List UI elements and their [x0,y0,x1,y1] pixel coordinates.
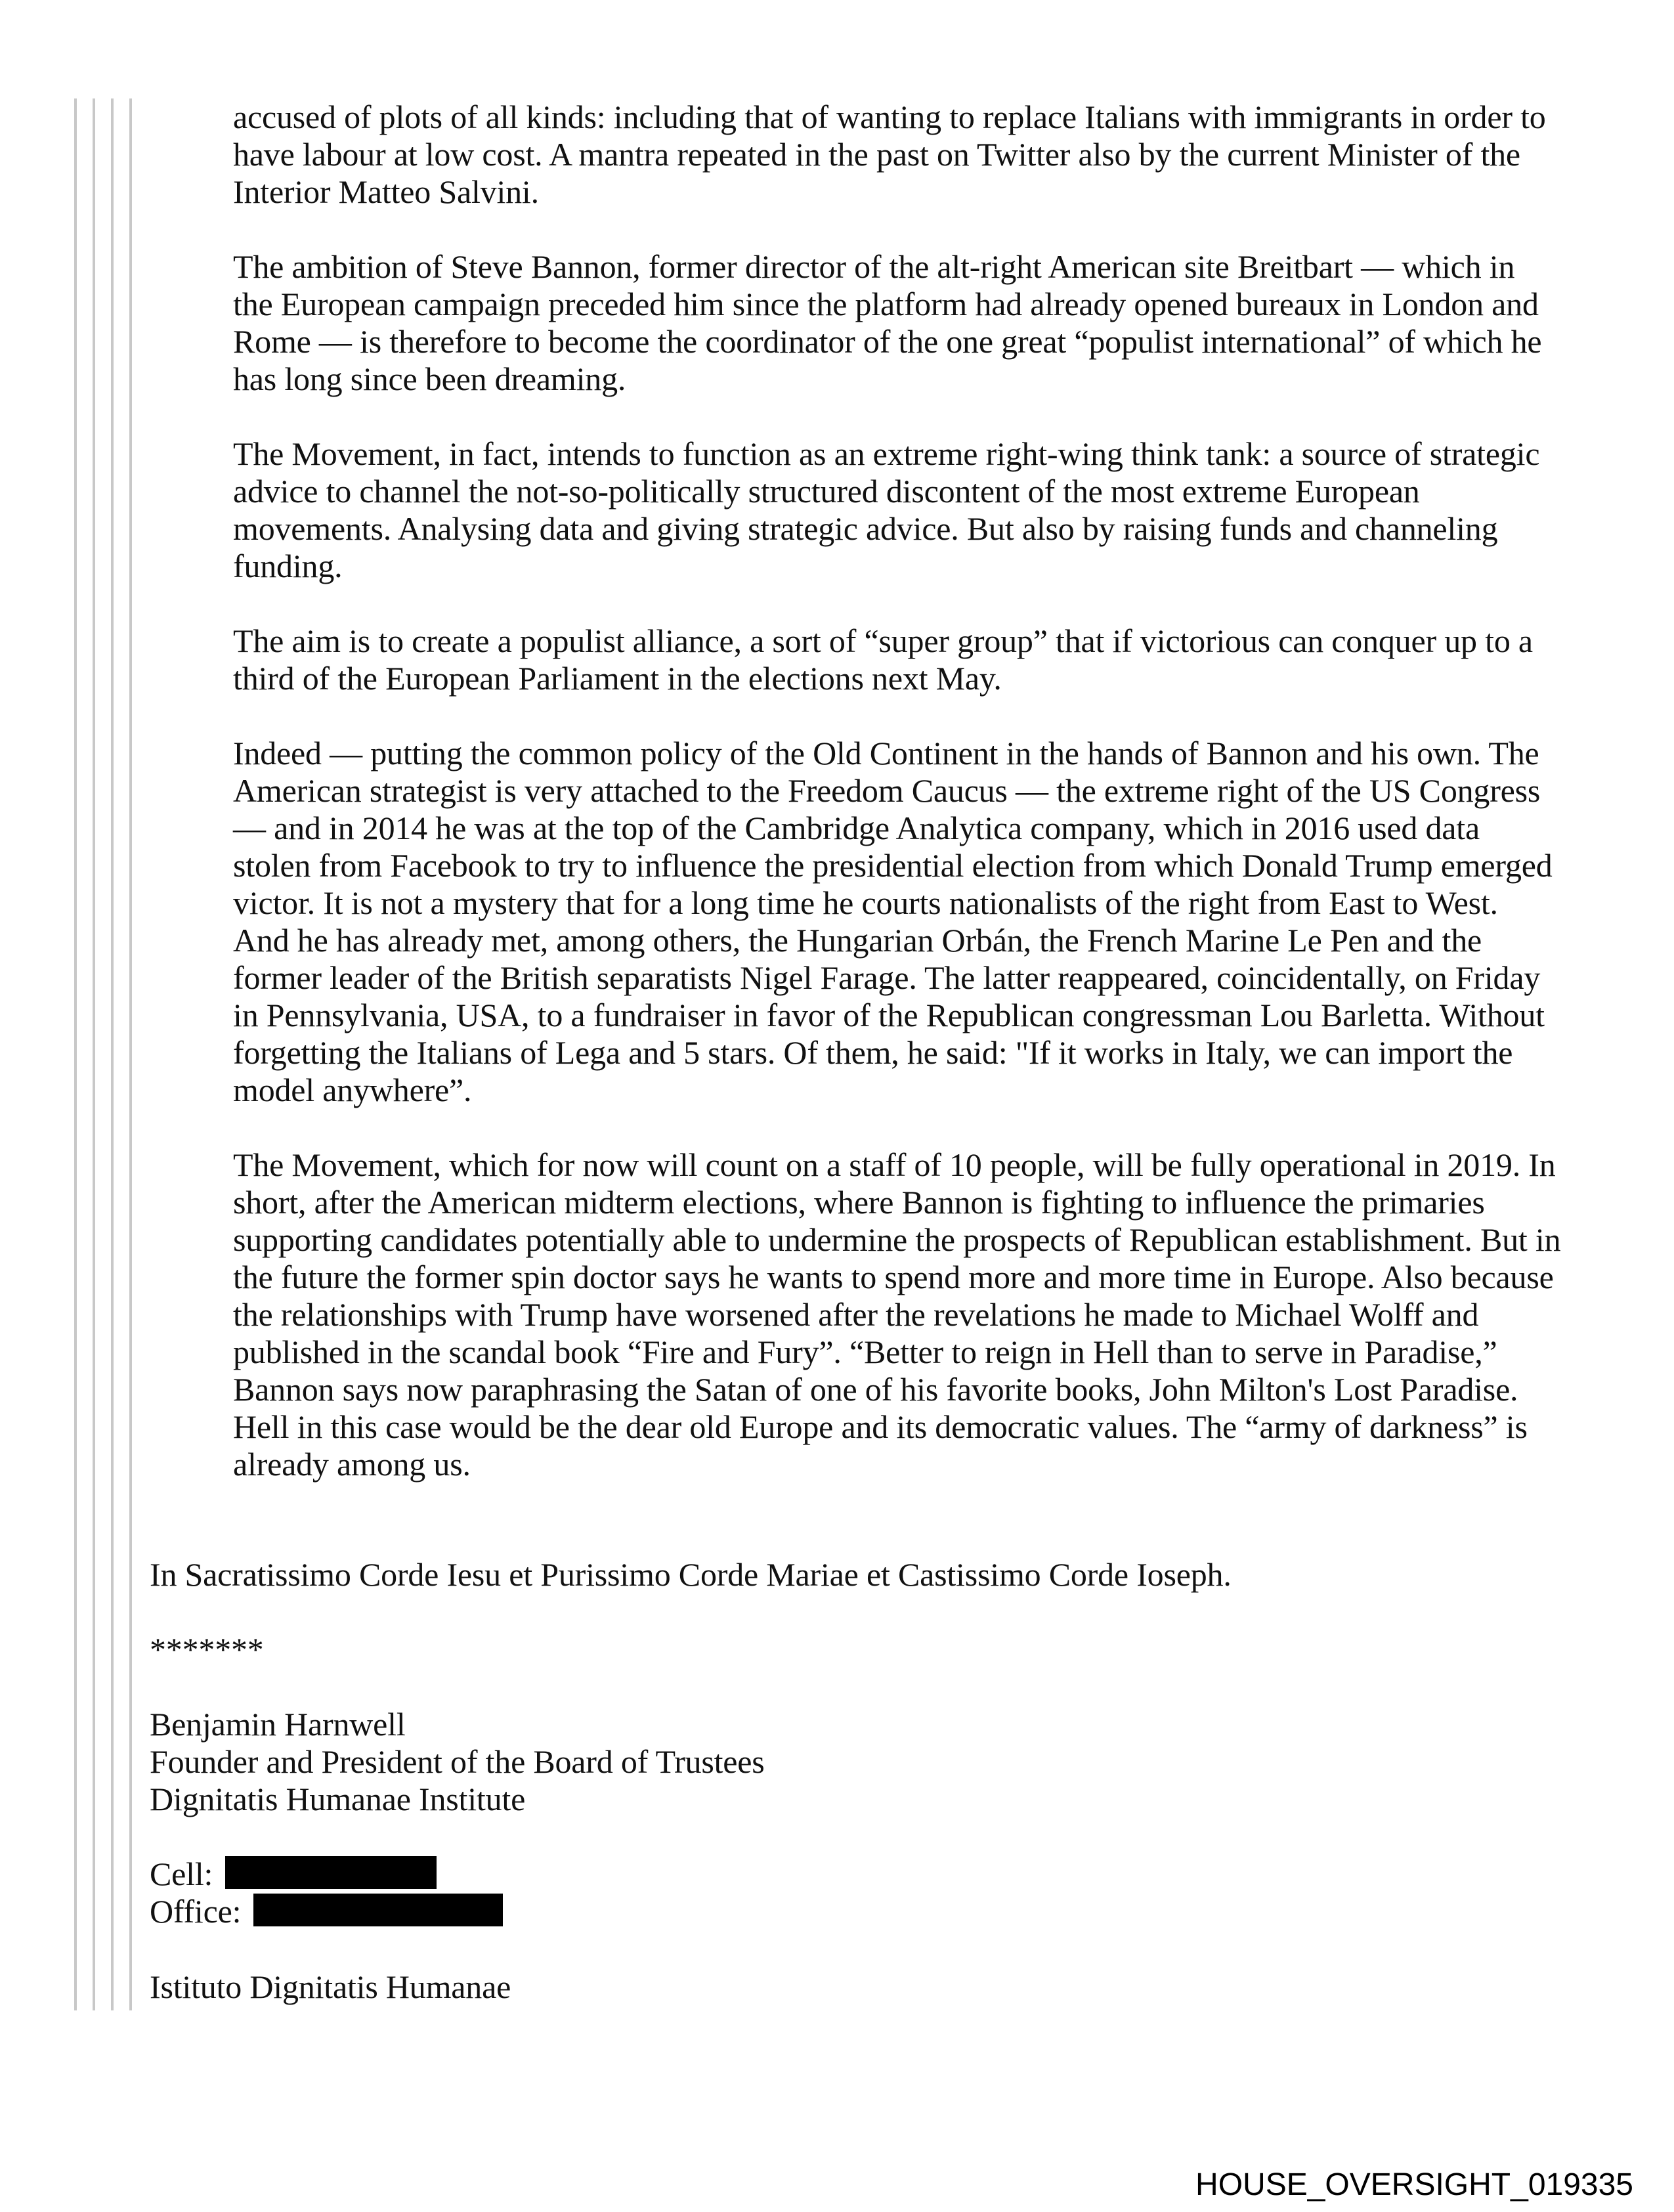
paragraph [233,248,1579,398]
text-line: Hell in this case would be the dear old Europe and its democratic values. The “army of darkness” is [233,1408,1528,1445]
cell-row [150,1855,1463,1893]
text-line: advice to channel the not-so-politically structured discontent of the most extreme European [233,473,1420,510]
quote-bar [111,98,114,2010]
text-line: the future the former spin doctor says he wants to spend more and more time in Europe. Also because [233,1259,1554,1295]
redaction-box [225,1856,437,1889]
sender-name: Benjamin Harnwell [150,1706,406,1743]
text-line: model anywhere”. [233,1072,472,1108]
separator-text: ******* [150,1631,264,1668]
paragraph [233,1146,1579,1483]
organization-italian [150,1968,1463,2006]
sender-title: Founder and President of the Board of Trustees [150,1743,765,1780]
text-line: in Pennsylvania, USA, to a fundraiser in favor of the Republican congressman Lou Barletta. Without [233,997,1545,1033]
text-line: The ambition of Steve Bannon, former director of the alt-right American site Breitbart — which in [233,248,1515,285]
text-line: And he has already met, among others, the Hungarian Orbán, the French Marine Le Pen and the [233,922,1482,959]
text-line: The Movement, which for now will count on a staff of 10 people, will be fully operational in 2019. In [233,1146,1556,1183]
quoted-article [233,98,1579,1521]
quote-bar [74,98,77,2010]
cell-label: Cell: [150,1855,213,1892]
text-line: American strategist is very attached to the Freedom Caucus — the extreme right of the US Congress [233,772,1541,809]
bates-number: HOUSE_OVERSIGHT_019335 [1195,2167,1633,2202]
office-label: Office: [150,1893,242,1930]
text-line: victor. It is not a mystery that for a long time he courts nationalists of the right from East to West. [233,884,1498,921]
closing-blessing [150,1556,1463,1594]
office-row [150,1893,1463,1930]
closing-text: In Sacratissimo Corde Iesu et Purissimo Corde Mariae et Castissimo Corde Ioseph. [150,1556,1232,1593]
text-line: funding. [233,548,343,584]
text-line: — and in 2014 he was at the top of the Cambridge Analytica company, which in 2016 used data [233,810,1480,846]
text-line: former leader of the British separatists Nigel Farage. The latter reappeared, coincidentally, on Friday [233,959,1541,996]
text-line: movements. Analysing data and giving strategic advice. But also by raising funds and channeling [233,510,1498,547]
text-line: supporting candidates potentially able to undermine the prospects of Republican establishment. But in [233,1221,1561,1258]
paragraph [233,622,1579,697]
signature-block [150,1706,1463,1818]
quote-bar [129,98,132,2010]
text-line: Interior Matteo Salvini. [233,173,539,210]
paragraph [233,735,1579,1109]
text-line: stolen from Facebook to try to influence the presidential election from which Donald Trump emerged [233,847,1553,884]
redaction-box [253,1894,503,1926]
text-line: Bannon says now paraphrasing the Satan of one of his favorite books, John Milton's Lost Paradise. [233,1371,1518,1408]
text-line: third of the European Parliament in the elections next May. [233,660,1002,697]
text-line: Indeed — putting the common policy of the Old Continent in the hands of Bannon and his own. The [233,735,1539,771]
organization-italian-text: Istituto Dignitatis Humanae [150,1968,511,2005]
paragraph [233,98,1579,211]
text-line: accused of plots of all kinds: including that of wanting to replace Italians with immigrants in order to [233,98,1546,135]
text-line: have labour at low cost. A mantra repeated in the past on Twitter also by the current Minister of the [233,136,1520,173]
text-line: The aim is to create a populist alliance, a sort of “super group” that if victorious can conquer up to a [233,622,1533,659]
text-line: short, after the American midterm elections, where Bannon is fighting to influence the primaries [233,1184,1485,1221]
text-line: has long since been dreaming. [233,360,626,397]
quote-bar [93,98,95,2010]
text-line: Rome — is therefore to become the coordinator of the one great “populist international” of which he [233,323,1542,360]
paragraph [233,435,1579,585]
text-line: the European campaign preceded him since the platform had already opened bureaux in London and [233,286,1539,322]
contact-block [150,1855,1463,1930]
separator [150,1631,1463,1668]
sender-organization: Dignitatis Humanae Institute [150,1781,526,1817]
text-line: already among us. [233,1446,471,1483]
text-line: published in the scandal book “Fire and Fury”. “Better to reign in Hell than to serve in Paradise,” [233,1334,1497,1370]
text-line: The Movement, in fact, intends to function as an extreme right-wing think tank: a source of strategic [233,435,1540,472]
text-line: forgetting the Italians of Lega and 5 stars. Of them, he said: "If it works in Italy, we can import the [233,1034,1513,1071]
text-line: the relationships with Trump have worsened after the revelations he made to Michael Wolff and [233,1296,1479,1333]
